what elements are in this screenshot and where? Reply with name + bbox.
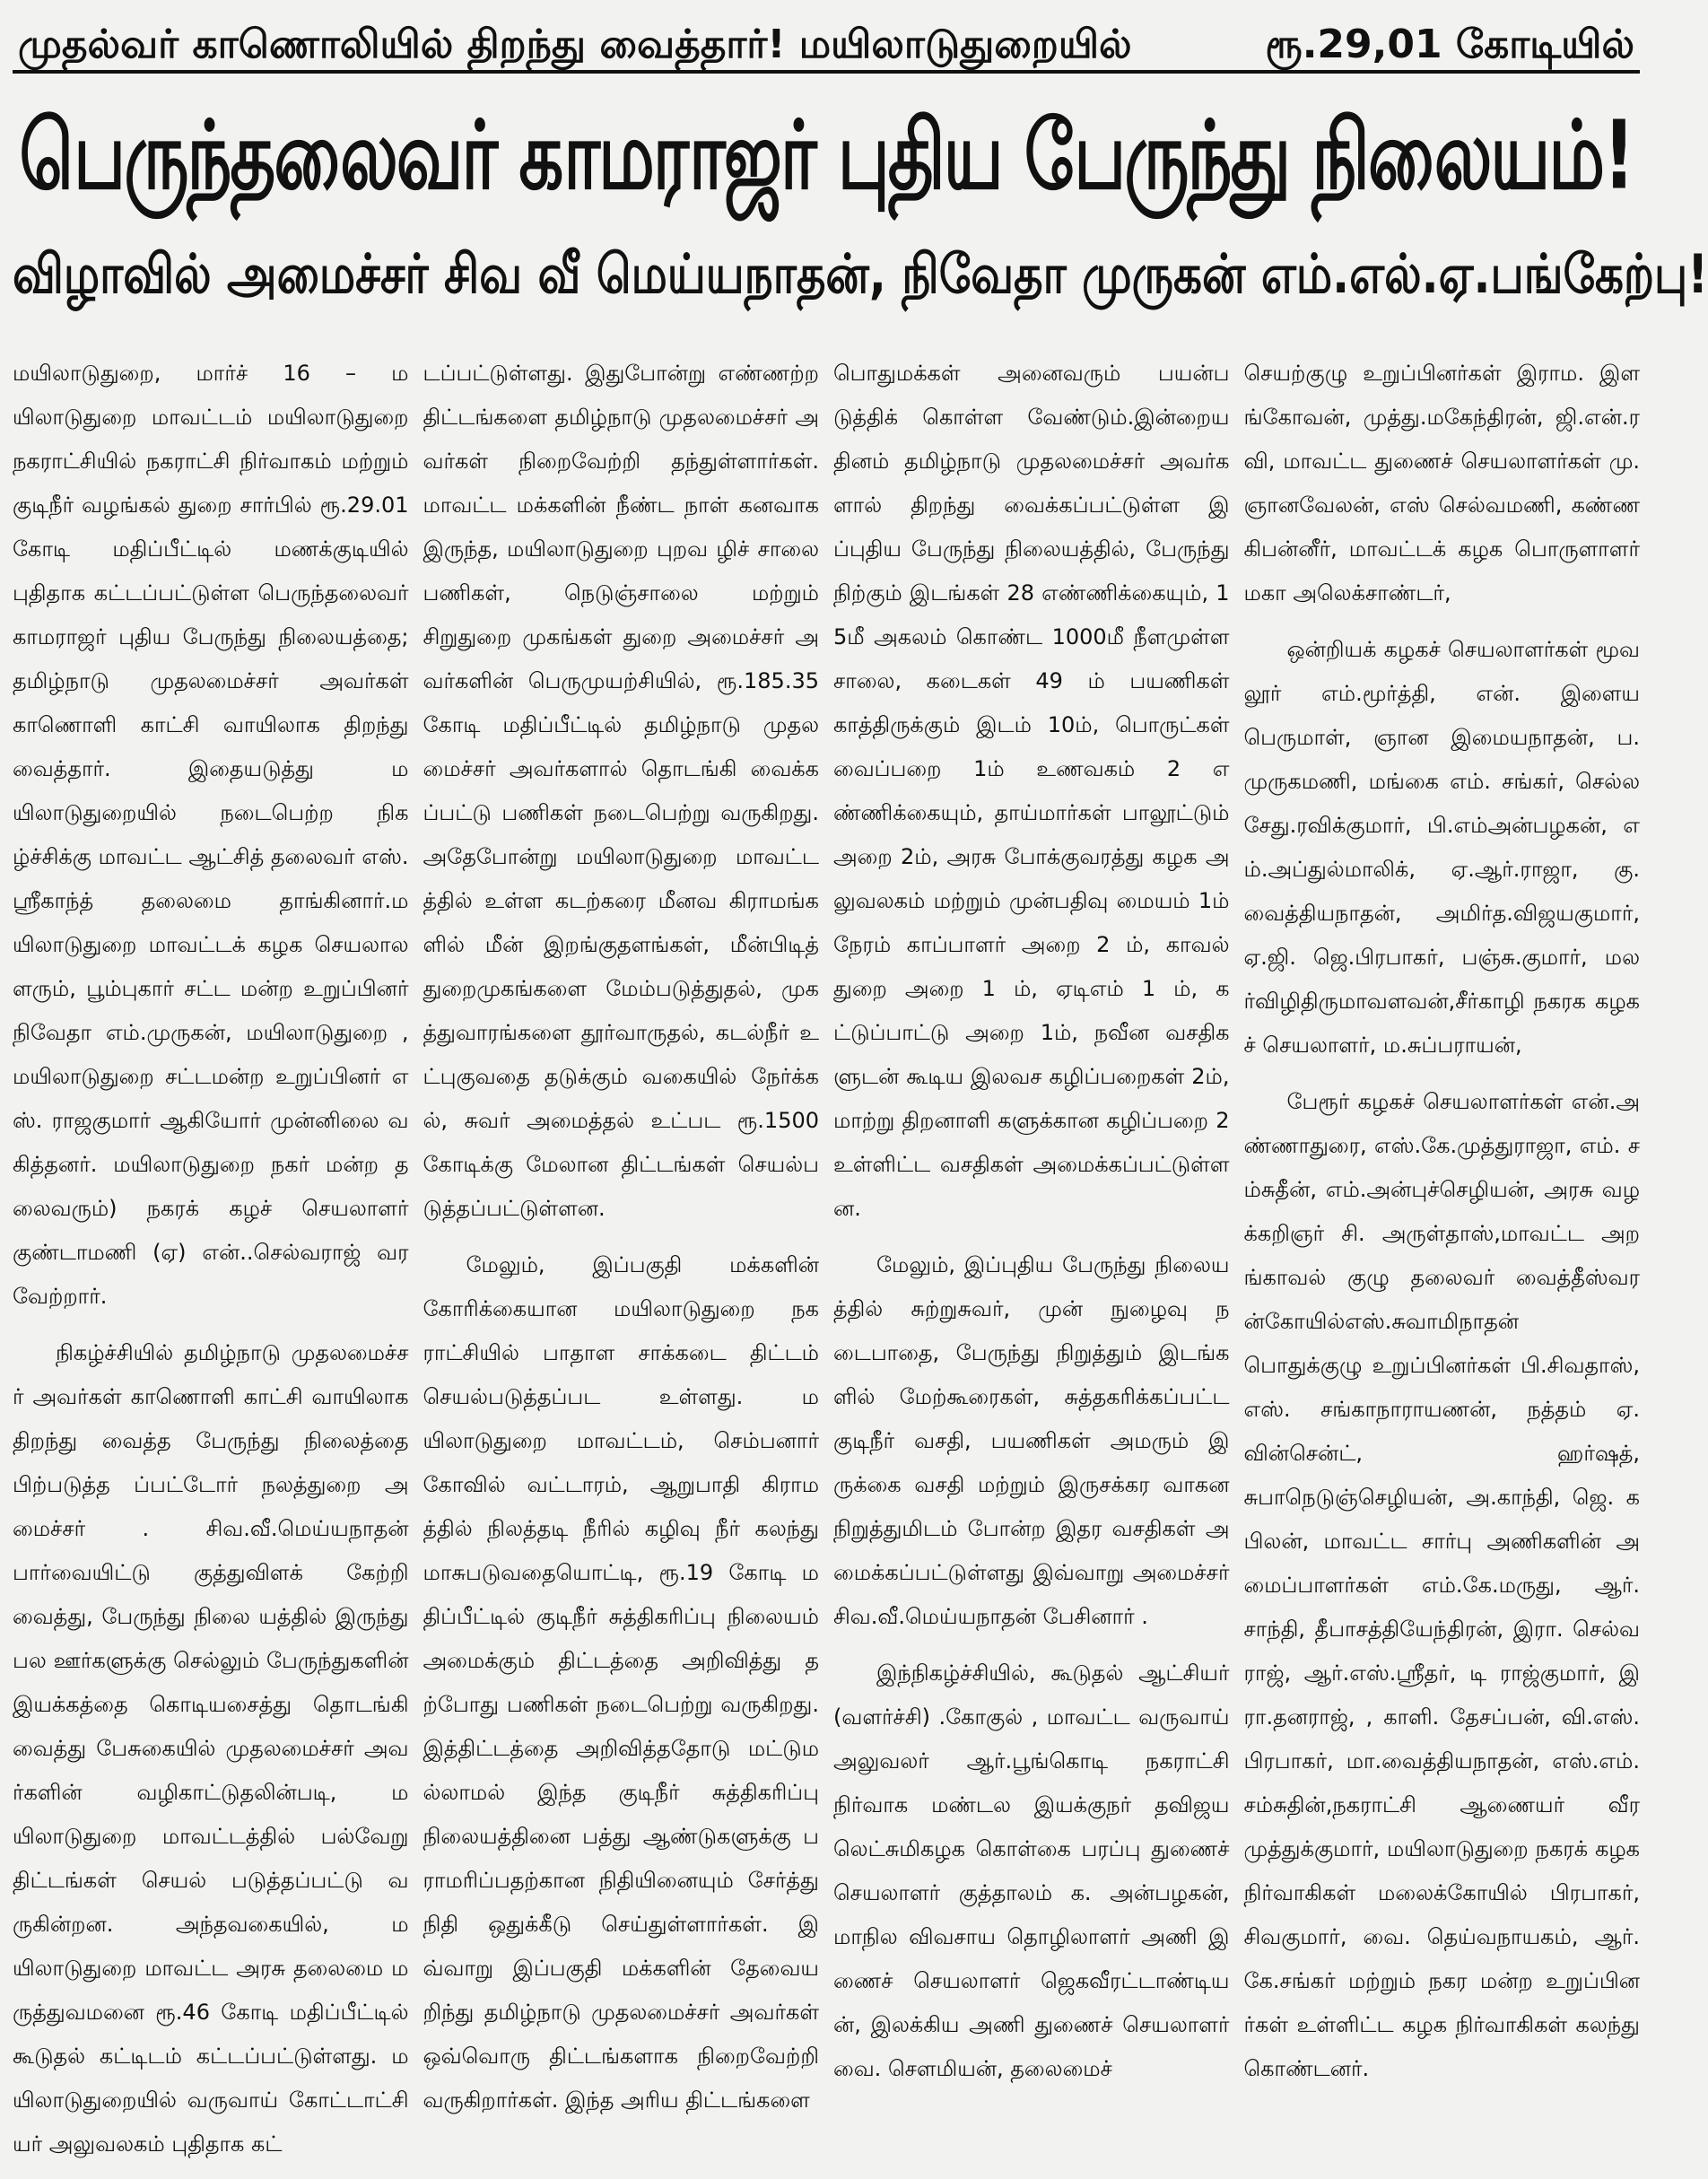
- paragraph: மேலும், இப்பகுதி மக்களின் கோரிக்கையான மயிலாடுதுறை நகராட்சியில் பாதாள சாக்கடை திட்டம் செயல்படுத்தப்பட உள்ளது. மயிலாடுதுறை மாவட்டம், செம்பனார் கோவில் வட்டாரம், ஆறுபாதி கிராமத்தில் நிலத்தடி நீரில் கழிவு நீர் கலந்து மாசுபடுவதையொட்டி, ரூ.19 கோடி மதிப்பீட்டில் குடிநீர் சுத்திகரிப்பு நிலையம் அமைக்கும் திட்டத்தை அறிவித்து தற்போது பணிகள் நடைபெற்று வருகிறது. இத்திட்டத்தை அறிவித்ததோடு மட்டுமல்லாமல் இந்த குடிநீர் சுத்திகரிப்பு நிலையத்தினை பத்து ஆண்டுகளுக்கு பராமரிப்பதற்கான நிதியினையும் சேர்த்து நிதி ஒதுக்கீடு செய்துள்ளார்கள். இவ்வாறு இப்பகுதி மக்களின் தேவையறிந்து தமிழ்நாடு முதலமைச்சர் அவர்கள் ஒவ்வொரு திட்டங்களாக நிறைவேற்றி வருகிறார்கள். இந்த அரிய திட்டங்களை: [423, 1252, 819, 2113]
- paragraph: செயற்குழு உறுப்பினர்கள் இராம. இளங்கோவன், முத்து.மகேந்திரன், ஜி.என்.ரவி, மாவட்ட துணைச் செயலாளர்கள் மு.ஞானவேலன், எஸ் செல்வமணி, கண்ணகிபன்னீர், மாவட்டக் கழக பொருளாளர் மகா அலெக்சாண்டர்,: [1243, 361, 1640, 606]
- article-column-4: [1244, 352, 1641, 2179]
- paragraph: இந்நிகழ்ச்சியில், கூடுதல் ஆட்சியர் (வளர்ச்சி) .கோகுல் , மாவட்ட வருவாய் அலுவலர் ஆர்.பூங்கொடி நகராட்சி நிர்வாக மண்டல இயக்குநர் தவிஜயலெட்சுமிகழக கொள்கை பரப்பு துணைச் செயலாளர் குத்தாலம் க. அன்பழகன், மாநில விவசாய தொழிலாளர் அணி இணைச் செயலாளர் ஜெகவீரட்டாண்டியன், இலக்கிய அணி துணைச் செயலாளர் வை. சௌமியன், தலைமைச்: [833, 1660, 1230, 2081]
- subheadline: விழாவில் அமைச்சர் சிவ வீ மெய்யநாதன், நிவேதா முருகன் எம்.எல்.ஏ.பங்கேற்பு!: [13, 242, 1708, 306]
- article-column-3: [833, 352, 1230, 2179]
- paragraph: டப்பட்டுள்ளது. இதுபோன்று எண்ணற்ற திட்டங்களை தமிழ்நாடு முதலமைச்சர் அவர்கள் நிறைவேற்றி தந்துள்ளார்கள். மாவட்ட மக்களின் நீண்ட நாள் கனவாக இருந்த, மயிலாடுதுறை புறவ ழிச் சாலை பணிகள், நெடுஞ்சாலை மற்றும் சிறுதுறை முகங்கள் துறை அமைச்சர் அவர்களின் பெருமுயற்சியில், ரூ.185.35 கோடி மதிப்பீட்டில் தமிழ்நாடு முதலமைச்சர் அவர்களால் தொடங்கி வைக்கப்பட்டு பணிகள் நடைபெற்று வருகிறது. அதேபோன்று மயிலாடுதுறை மாவட்டத்தில் உள்ள கடற்கரை மீனவ கிராமங்களில் மீன் இறங்குதளங்கள், மீன்பிடித் துறைமுகங்களை மேம்படுத்துதல், முகத்துவாரங்களை தூர்வாருதல், கடல்நீர் உட்புகுவதை தடுக்கும் வகையில் நேர்க்கல், சுவர் அமைத்தல் உட்பட ரூ.1500 கோடிக்கு மேலான திட்டங்கள் செயல்படுத்தப்பட்டுள்ளன.: [423, 361, 819, 1221]
- article-column-2: [423, 352, 820, 2179]
- paragraph: மேலும், இப்புதிய பேருந்து நிலையத்தில் சுற்றுசுவர், முன் நுழைவு நடைபாதை, பேருந்து நிறுத்தும் இடங்களில் மேற்கூரைகள், சுத்தகரிக்கப்பட்ட குடிநீர் வசதி, பயணிகள் அமரும் இருக்கை வசதி மற்றும் இருசக்கர வாகன நிறுத்துமிடம் போன்ற இதர வசதிகள் அமைக்கப்பட்டுள்ளது இவ்வாறு அமைச்சர் சிவ.வீ.மெய்யநாதன் பேசினார் .: [833, 1252, 1230, 1629]
- paragraph: நிகழ்ச்சியில் தமிழ்நாடு முதலமைச்சர் அவர்கள் காணொளி காட்சி வாயிலாக திறந்து வைத்த பேருந்து நிலைத்தை பிற்படுத்த ப்பட்டோர் நலத்துறை அமைச்சர் . சிவ.வீ.மெய்யநாதன் பார்வையிட்டு குத்துவிளக் கேற்றி வைத்து, பேருந்து நிலை யத்தில் இருந்து பல ஊர்களுக்கு செல்லும் பேருந்துகளின் இயக்கத்தை கொடியசைத்து தொடங்கி வைத்து பேசுகையில் முதலமைச்சர் அவர்களின் வழிகாட்டுதலின்படி, மயிலாடுதுறை மாவட்டத்தில் பல்வேறு திட்டங்கள் செயல் படுத்தப்பட்டு வருகின்றன. அந்தவகையில், மயிலாடுதுறை மாவட்ட அரசு தலைமை மருத்துவமனை ரூ.46 கோடி மதிப்பீட்டில் கூடுதல் கட்டிடம் கட்டப்பட்டுள்ளது. மயிலாடுதுறையில் வருவாய் கோட்டாட்சி யர் அலுவலகம் புதிதாக கட்: [13, 1340, 409, 2157]
- paragraph: பொதுமக்கள் அனைவரும் பயன்படுத்திக் கொள்ள வேண்டும்.இன்றைய தினம் தமிழ்நாடு முதலமைச்சர் அவர்களால் திறந்து வைக்கப்பட்டுள்ள இப்புதிய பேருந்து நிலையத்தில், பேருந்து நிற்கும் இடங்கள் 28 எண்ணிக்கையும், 15மீ அகலம் கொண்ட 1000மீ நீளமுள்ள சாலை, கடைகள் 49 ம் பயணிகள் காத்திருக்கும் இடம் 10ம், பொருட்கள் வைப்பறை 1ம் உணவகம் 2 எண்ணிக்கையும், தாய்மார்கள் பாலூட்டும் அறை 2ம், அரசு போக்குவரத்து கழக அலுவலகம் மற்றும் முன்பதிவு மையம் 1ம் நேரம் காப்பாளர் அறை 2 ம், காவல் துறை அறை 1 ம், ஏடிஎம் 1 ம், கட்டுப்பாட்டு அறை 1ம், நவீன வசதிகளுடன் கூடிய இலவச கழிப்பறைகள் 2ம், மாற்று திறனாளி களுக்கான கழிப்பறை 2 உள்ளிட்ட வசதிகள் அமைக்கப்பட்டுள்ளன.: [833, 361, 1230, 1221]
- paragraph: பேரூர் கழகச் செயலாளர்கள் என்.அண்ணாதுரை, எஸ்.கே.முத்துராஜா, எம். சம்சுதீன், எம்.அன்புச்செழியன், அரசு வழக்கறிஞர் சி. அருள்தாஸ்,மாவட்ட அறங்காவல் குழு தலைவர் வைத்தீஸ்வரன்கோயில்எஸ்.சுவாமிநாதன் பொதுக்குழு உறுப்பினர்கள் பி.சிவதாஸ், எஸ். சங்காநாராயணன், நத்தம் ஏ.வின்சென்ட், ஹர்ஷத், சுபாநெடுஞ்செழியன், அ.காந்தி, ஜெ. கபிலன், மாவட்ட சார்பு அணிகளின் அமைப்பாளர்கள் எம்.கே.மருது, ஆர். சாந்தி, தீபாசத்தியேந்திரன், இரா. செல்வராஜ், ஆர்.எஸ்.ஸ்ரீதர், டி ராஜ்குமார், இரா.தனராஜ், , காளி. தேசப்பன், வி.எஸ்.பிரபாகர், மா.வைத்தியநாதன், எஸ்.எம்.சம்சுதின்,நகராட்சி ஆணையர் வீர முத்துக்குமார், மயிலாடுதுறை நகரக் கழக நிர்வாகிகள் மலைக்கோயில் பிரபாகர், சிவகுமார், வை. தெய்வநாயகம், ஆர்.கே.சங்கர் மற்றும் நகர மன்ற உறுப்பினர்கள் உள்ளிட்ட கழக நிர்வாகிகள் கலந்து கொண்டனர்.: [1243, 1089, 1640, 2081]
- headline: பெருந்தலைவர் காமராஜர் புதிய பேருந்து நிலையம்!: [19, 101, 1634, 211]
- kicker-line: [13, 13, 1640, 74]
- article-body: [13, 352, 1640, 2157]
- paragraph: ஒன்றியக் கழகச் செயலாளர்கள் மூவலூர் எம்.மூர்த்தி, என். இளையபெருமாள், ஞான இமையநாதன், ப.முருகமணி, மங்கை எம். சங்கர், செல்லசேது.ரவிக்குமார், பி.எம்அன்பழகன், எம்.அப்துல்மாலிக், ஏ.ஆர்.ராஜா, கு.வைத்தியநாதன், அமிர்த.விஜயகுமார், ஏ.ஜி. ஜெ.பிரபாகர், பஞ்சு.குமார், மலர்விழிதிருமாவளவன்,சீர்காழி நகரக கழகச் செயலாளர், ம.சுப்பராயன்,: [1243, 637, 1640, 1058]
- kicker-right: ரூ.29,01 கோடியில்: [1265, 22, 1634, 67]
- paragraph: மயிலாடுதுறை, மார்ச் 16 – மயிலாடுதுறை மாவட்டம் மயிலாடுதுறை நகராட்சியில் நகராட்சி நிர்வாகம் மற்றும் குடிநீர் வழங்கல் துறை சார்பில் ரூ.29.01 கோடி மதிப்பீட்டில் மணக்குடியில் புதிதாக கட்டப்பட்டுள்ள பெருந்தலைவர் காமராஜர் புதிய பேருந்து நிலையத்தை; தமிழ்நாடு முதலமைச்சர் அவர்கள் காணொளி காட்சி வாயிலாக திறந்து வைத்தார். இதையடுத்து மயிலாடுதுறையில் நடைபெற்ற நிகழ்ச்சிக்கு மாவட்ட ஆட்சித் தலைவர் எஸ்.ஸ்ரீகாந்த் தலைமை தாங்கினார்.மயிலாடுதுறை மாவட்டக் கழக செயலாலளரும், பூம்புகார் சட்ட மன்ற உறுப்பினர் நிவேதா எம்.முருகன், மயிலாடுதுறை , மயிலாடுதுறை சட்டமன்ற உறுப்பினர் எஸ். ராஜகுமார் ஆகியோர் முன்னிலை வகித்தனர். மயிலாடுதுறை நகர் மன்ற தலைவரும்) நகரக் கழச் செயலாளர் குண்டாமணி (ஏ) என்..செல்வராஜ் வரவேற்றார்.: [13, 361, 409, 1309]
- kicker-left: முதல்வர் காணொலியில் திறந்து வைத்தார்! மயிலாடுதுறையில்: [18, 22, 1132, 67]
- article-column-1: [13, 352, 409, 2179]
- newspaper-page: [0, 13, 1708, 2157]
